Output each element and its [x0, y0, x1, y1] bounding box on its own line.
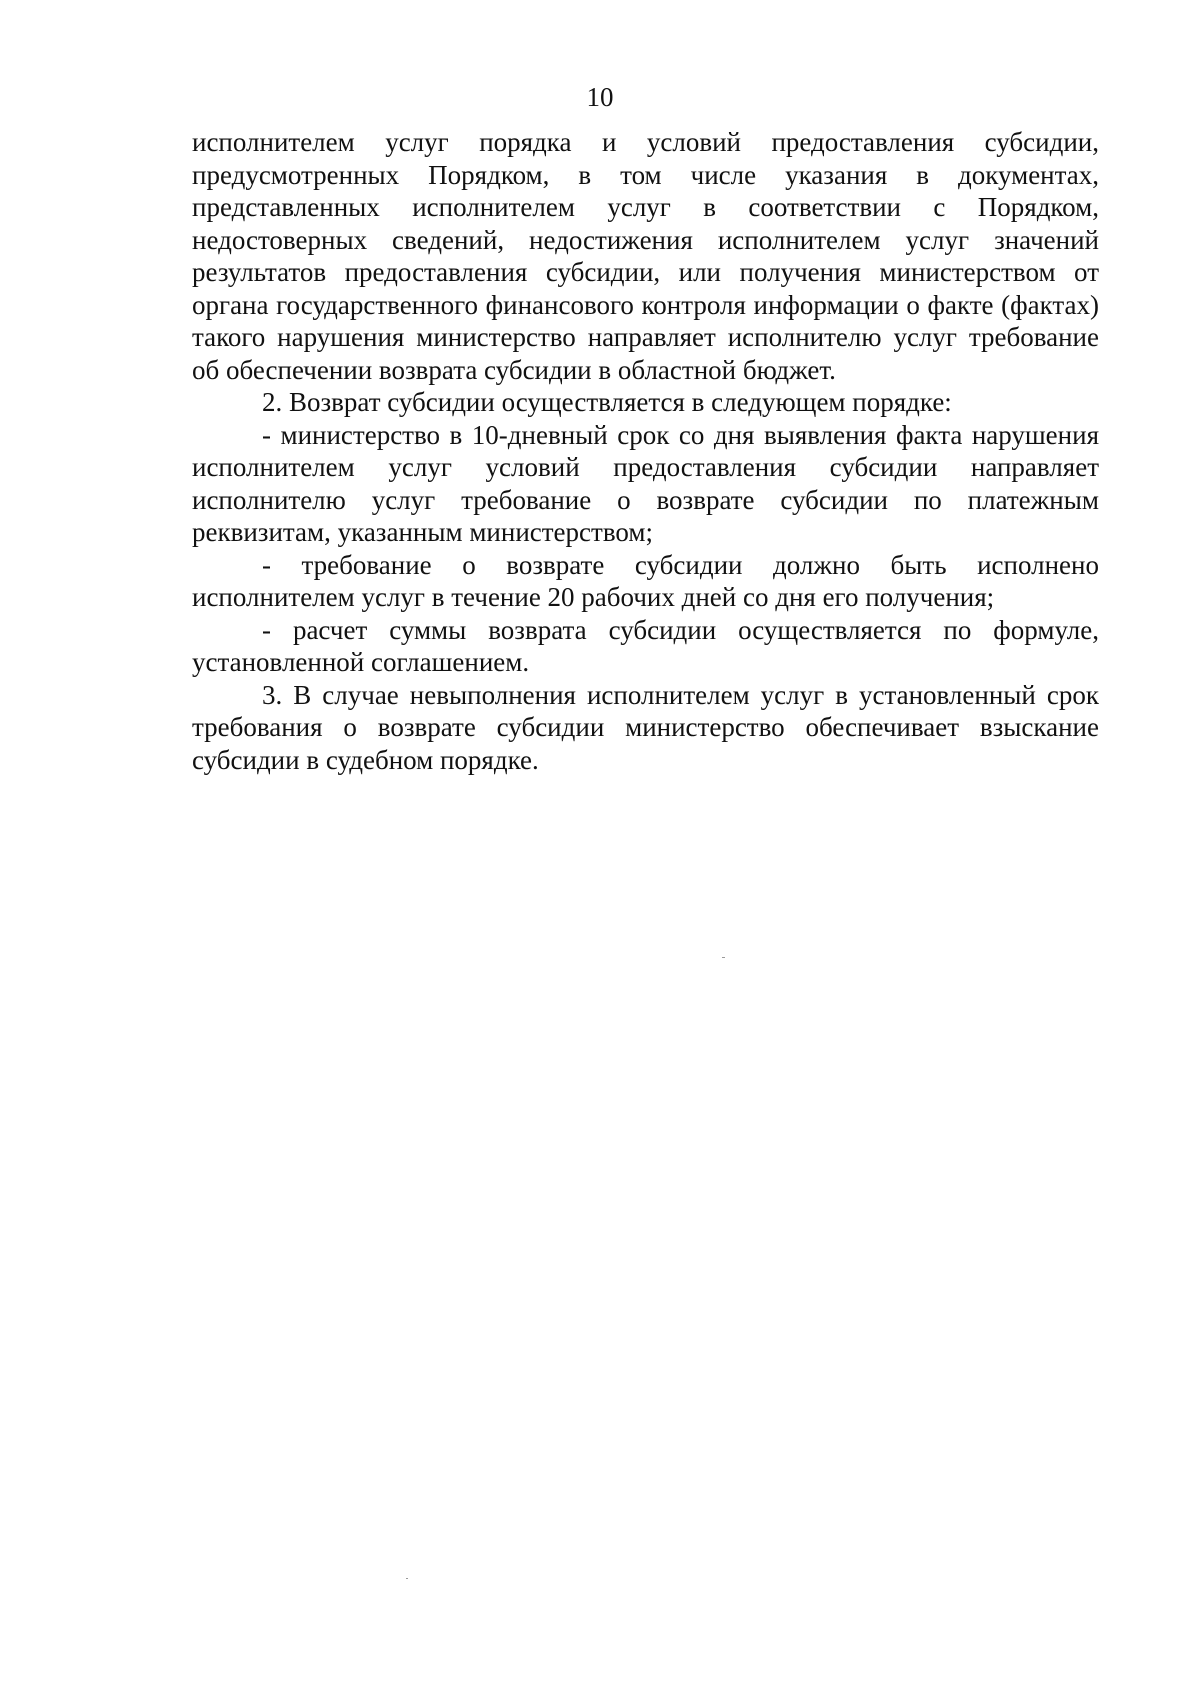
scan-speck	[406, 1578, 408, 1579]
paragraph-item-2: 2. Возврат субсидии осуществляется в следующем порядке:	[262, 387, 952, 417]
paragraph-bullet-execution: - требование о возврате субсидии должно быть исполнено исполнителем услуг в течение 20 рабочих дней со дня его получения;	[192, 549, 1099, 612]
paragraph-item-3: 3. В случае невыполнения исполнителем услуг в установленный срок требования о возврате субсидии министерство обеспечивает взыскание субсидии в судебном порядке.	[192, 679, 1099, 775]
paragraph-bullet-deadline: - министерство в 10-дневный срок со дня выявления факта нарушения исполнителем услуг условий предоставления субсидии направляет исполнителю услуг требование о возврате субсидии по платежным реквизитам, указанным министерством;	[192, 419, 1099, 547]
paragraph-continuation: исполнителем услуг порядка и условий предоставления субсидии, предусмотренных Порядком, в том числе указания в документах, представленных исполнителем услуг в соответствии с Порядком, недостоверных сведений, недостижения исполнителем услуг значений результатов предоставления субсидии, или получения министерством от органа государственного финансового контроля информации о факте (фактах) такого нарушения министерство направляет исполнителю услуг требование об обеспечении возврата субсидии в областной бюджет.	[192, 127, 1099, 385]
document-body	[192, 126, 1099, 776]
page-number: 10	[586, 82, 614, 112]
scan-speck	[722, 957, 725, 958]
paragraph-bullet-calculation: - расчет суммы возврата субсидии осуществляется по формуле, установленной соглашением.	[192, 614, 1099, 677]
